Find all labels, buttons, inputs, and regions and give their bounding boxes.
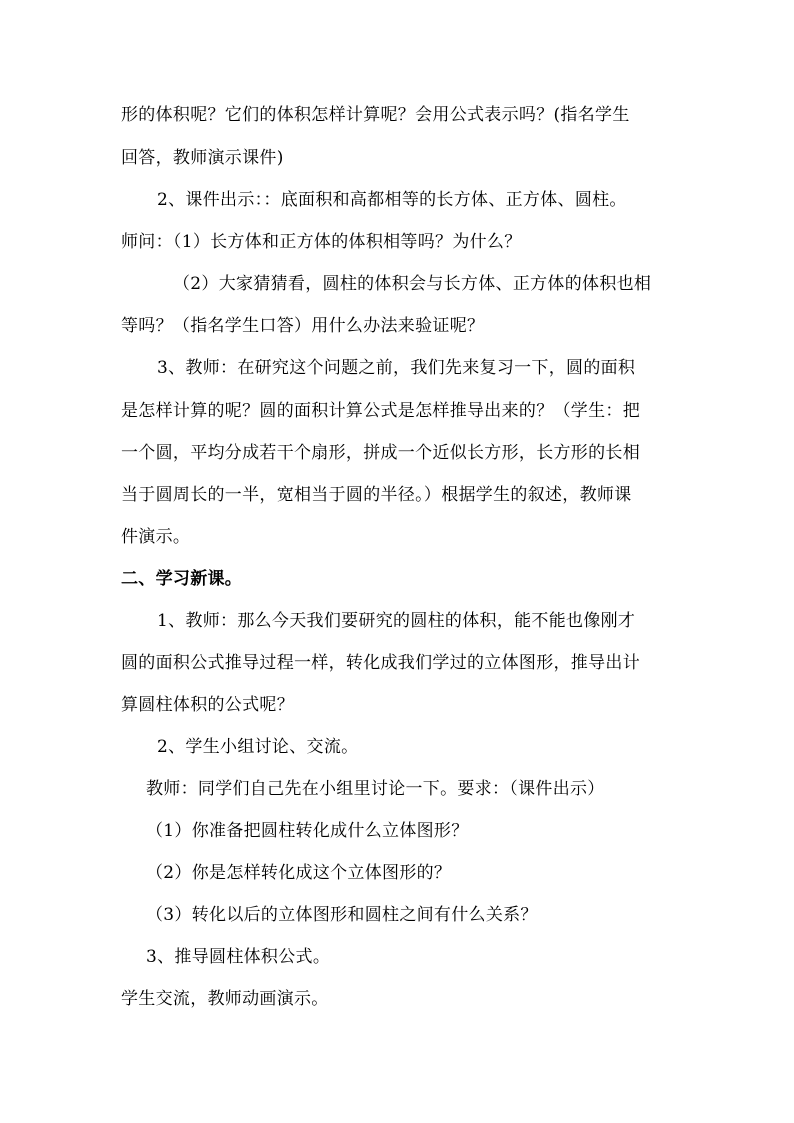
line-text: 3、推导圆柱体积公式。	[146, 947, 331, 967]
line-text: （3）转化以后的立体图形和圆柱之间有什么关系？	[146, 905, 538, 925]
text-line	[0, 353, 794, 383]
section-heading-text: 二、学习新课。	[121, 569, 243, 589]
line-text: 2、课件出示：：底面积和高都相等的长方体、正方体、圆柱。	[157, 190, 627, 210]
text-line	[0, 269, 794, 299]
line-text: 是怎样计算的呢？圆的面积计算公式是怎样推导出来的？（学生：把	[121, 401, 640, 421]
text-line	[0, 480, 794, 510]
text-line	[0, 858, 794, 888]
text-line	[0, 816, 794, 846]
text-line	[0, 396, 794, 426]
text-line	[0, 185, 794, 215]
line-text: （1）你准备把圆柱转化成什么立体图形？	[146, 821, 469, 841]
text-line	[0, 227, 794, 257]
text-line	[0, 606, 794, 636]
text-line	[0, 522, 794, 552]
line-text: 一个圆，平均分成若干个扇形，拼成一个近似长方形，长方形的长相	[121, 443, 640, 463]
line-text: 学生交流，教师动画演示。	[121, 989, 329, 1009]
line-text: 回答，教师演示课件)	[121, 148, 284, 168]
line-text: （2）你是怎样转化成这个立体图形的？	[146, 863, 452, 883]
line-text: 3、教师：在研究这个问题之前，我们先来复习一下，圆的面积	[157, 358, 636, 378]
line-text: 2、学生小组讨论、交流。	[157, 737, 359, 757]
text-line	[0, 143, 794, 173]
line-text: 圆的面积公式推导过程一样，转化成我们学过的立体图形，推导出计	[121, 653, 640, 673]
text-line	[0, 690, 794, 720]
line-text: 件演示。	[121, 527, 191, 547]
text-line	[0, 311, 794, 341]
line-text: 算圆柱体积的公式呢？	[121, 695, 294, 715]
line-text: 形的体积呢？它们的体积怎样计算呢？会用公式表示吗？(指名学生	[121, 105, 630, 125]
line-text: 等吗？（指名学生口答）用什么办法来验证呢？	[121, 316, 485, 336]
line-text: 师问：（1）长方体和正方体的体积相等吗？为什么？	[121, 232, 522, 252]
line-text: （2）大家猜猜看，圆柱的体积会与长方体、正方体的体积也相	[173, 274, 652, 294]
line-text: 当于圆周长的一半，宽相当于圆的半径。）根据学生的叙述，教师课	[121, 485, 632, 505]
text-line	[0, 942, 794, 972]
line-text: 教师：同学们自己先在小组里讨论一下。要求：（课件出示）	[146, 779, 605, 799]
text-line	[0, 100, 794, 130]
text-line	[0, 774, 794, 804]
line-text: 1、教师：那么今天我们要研究的圆柱的体积，能不能也像刚才	[157, 611, 636, 631]
text-line	[0, 732, 794, 762]
section-heading	[0, 564, 794, 594]
text-line	[0, 900, 794, 930]
text-line	[0, 648, 794, 678]
text-line	[0, 984, 794, 1014]
text-line	[0, 438, 794, 468]
